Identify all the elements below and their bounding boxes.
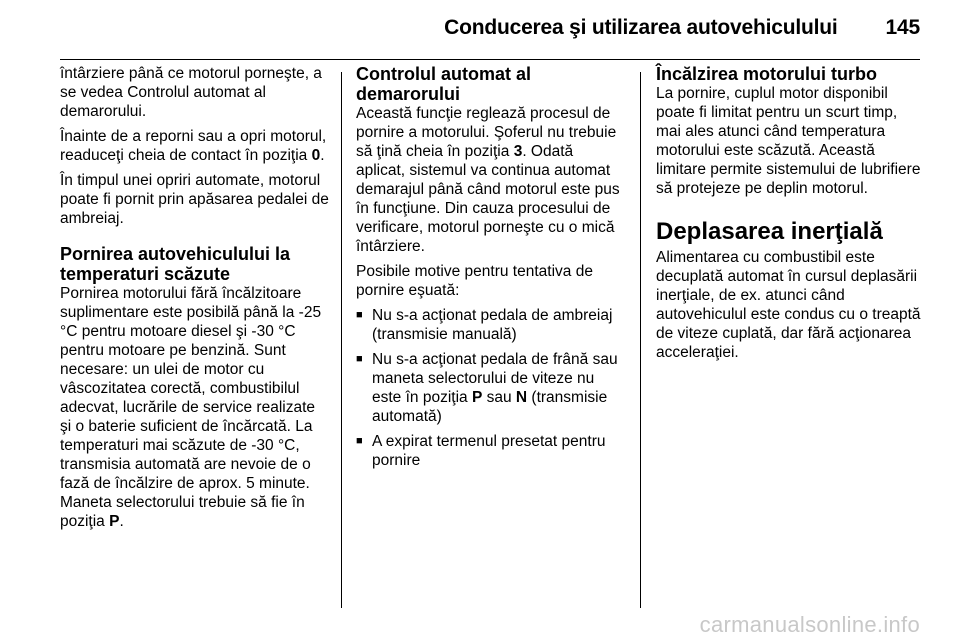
paragraph <box>356 104 626 256</box>
list-item <box>356 306 626 344</box>
watermark: carmanualsonline.info <box>699 612 920 637</box>
text: . Odată aplicat, sistemul va continua automat demarajul până când motorul este pus în funcţiune. Din cauza procesului de verificare, motorul porneşte cu o mică întârziere. <box>356 143 620 255</box>
paragraph: În timpul unei opriri automate, motorul poate fi pornit prin apăsarea pedalei de ambreiaj. <box>60 172 329 227</box>
list-item-text: Nu s-a acţionat pedala de ambreiaj (transmisie manuală) <box>372 307 613 343</box>
section-heading: Pornirea autovehiculului la temperaturi scăzute <box>60 244 291 284</box>
bullet-icon: ■ <box>356 353 363 365</box>
paragraph <box>60 127 330 165</box>
paragraph: La pornire, cuplul motor disponibil poate fi limitat pentru un scurt timp, mai ales atunci când temperatura motorului este scăzută. Această limitare permite sistemului de lubrifiere să protejeze pe deplin motorul. <box>656 85 921 197</box>
key-position: 0 <box>311 147 321 164</box>
text: (transmisie automată) <box>372 389 608 425</box>
text: Pornirea motorului fără încălzitoare suplimentare este posibilă până la -25 °C pentru motoare diesel şi -30 °C pentru motoare pe benzină. Sunt necesare: un ulei de motor cu vâscozitatea corectă, combustibilul adecvat, lucrările de service realizate şi o baterie suficient de încărcată. La temperaturi mai scăzute de -30 °C, transmisia automată are nevoie de o fază de încălzire de aprox. 5 minute. Maneta selectorului trebuie să fie în poziţia <box>60 285 322 530</box>
text: sau <box>482 389 516 406</box>
section-heading: Încălzirea motorului turbo <box>656 64 878 84</box>
column-divider-1 <box>341 72 342 608</box>
section-heading: Controlul automat al demarorului <box>356 64 531 104</box>
page-header <box>444 16 920 40</box>
list-item <box>356 432 626 470</box>
bullet-icon: ■ <box>356 309 363 321</box>
selector-position: P <box>471 389 483 406</box>
text: Această funcţie reglează procesul de pornire a motorului. Şoferul nu trebuie să ţină cheia în poziţia <box>356 105 617 160</box>
bullet-icon: ■ <box>356 435 363 447</box>
header-rule <box>60 59 920 60</box>
list-item <box>356 350 626 426</box>
column-1 <box>60 64 330 537</box>
column-2 <box>356 64 626 476</box>
paragraph: întârziere până ce motorul porneşte, a se vedea Controlul automat al demarorului. <box>60 65 322 120</box>
text: Înainte de a reporni sau a opri motorul, readuceţi cheia de contact în poziţia <box>60 128 327 164</box>
chapter-title: Conducerea şi utilizarea autovehiculului <box>444 16 838 39</box>
text: Nu s-a acţionat pedala de frână sau maneta selectorului de viteze nu este în poziţia <box>372 351 618 406</box>
list-item-text <box>372 350 626 426</box>
chapter-heading: Deplasarea inerţială <box>656 218 883 245</box>
paragraph <box>60 284 330 531</box>
list-item-text: A expirat termenul presetat pentru pornire <box>372 433 606 469</box>
selector-position: P <box>109 513 120 530</box>
text: . <box>320 147 325 164</box>
paragraph: Alimentarea cu combustibil este decuplată automat în cursul deplasării inerţiale, de ex. atunci când autovehiculul este condus cu o treaptă de viteze cuplată, dar fără acţionarea acceleraţiei. <box>656 249 921 361</box>
page-number: 145 <box>885 16 920 39</box>
text: . <box>119 513 124 530</box>
key-position: 3 <box>513 143 523 160</box>
selector-position: N <box>515 389 528 406</box>
column-divider-2 <box>640 72 641 608</box>
paragraph: Posibile motive pentru tentativa de pornire eşuată: <box>356 263 593 299</box>
column-3 <box>656 64 926 368</box>
